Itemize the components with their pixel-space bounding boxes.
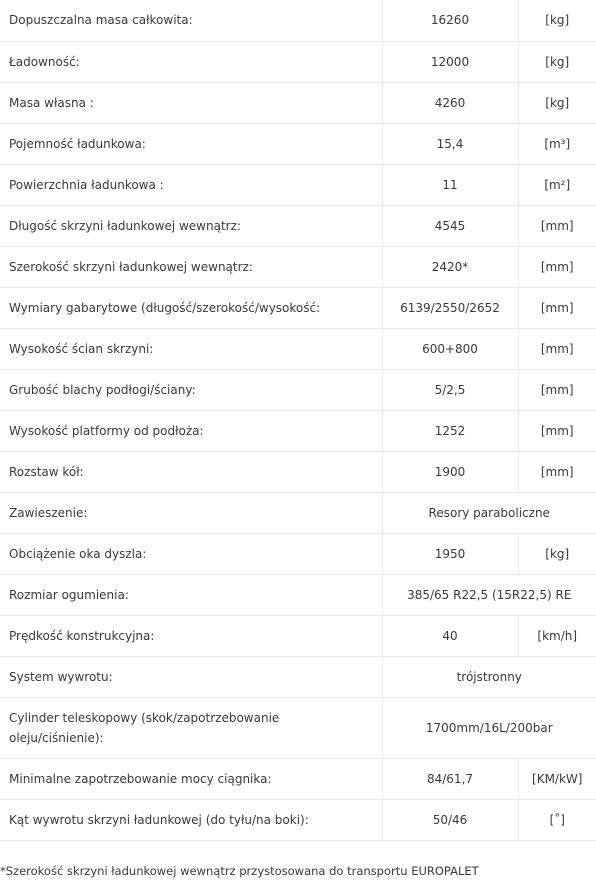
spec-row bbox=[0, 0, 596, 41]
spec-value: 1950 bbox=[382, 533, 518, 574]
spec-value: 11 bbox=[382, 164, 518, 205]
spec-unit: [mm] bbox=[518, 451, 596, 492]
spec-row bbox=[0, 574, 596, 615]
spec-row bbox=[0, 799, 596, 840]
spec-param-label: Minimalne zapotrzebowanie mocy ciągnika: bbox=[0, 758, 382, 799]
spec-unit: [m²] bbox=[518, 164, 596, 205]
spec-unit: [kg] bbox=[518, 82, 596, 123]
spec-value: 2420* bbox=[382, 246, 518, 287]
spec-row bbox=[0, 615, 596, 656]
spec-unit: [mm] bbox=[518, 410, 596, 451]
spec-value: 1900 bbox=[382, 451, 518, 492]
spec-value: 5/2,5 bbox=[382, 369, 518, 410]
spec-row bbox=[0, 246, 596, 287]
spec-param-label: Powierzchnia ładunkowa : bbox=[0, 164, 382, 205]
spec-param-label: Długość skrzyni ładunkowej wewnątrz: bbox=[0, 205, 382, 246]
spec-value: 40 bbox=[382, 615, 518, 656]
spec-param-label: Szerokość skrzyni ładunkowej wewnątrz: bbox=[0, 246, 382, 287]
spec-value: 1700mm/16L/200bar bbox=[382, 697, 596, 758]
spec-row bbox=[0, 205, 596, 246]
spec-param-label: Zawieszenie: bbox=[0, 492, 382, 533]
spec-value: 4260 bbox=[382, 82, 518, 123]
spec-unit: [m³] bbox=[518, 123, 596, 164]
spec-value: trójstronny bbox=[382, 656, 596, 697]
spec-row bbox=[0, 697, 596, 758]
spec-param-label: Rozstaw kół: bbox=[0, 451, 382, 492]
spec-value: 15,4 bbox=[382, 123, 518, 164]
spec-param-label: Prędkość konstrukcyjna: bbox=[0, 615, 382, 656]
spec-param-label: System wywrotu: bbox=[0, 656, 382, 697]
spec-row bbox=[0, 164, 596, 205]
spec-unit: [mm] bbox=[518, 287, 596, 328]
footnote: *Szerokość skrzyni ładunkowej wewnątrz przystosowana do transportu EUROPALET bbox=[0, 863, 479, 878]
spec-value: 600+800 bbox=[382, 328, 518, 369]
spec-unit: [˚] bbox=[518, 799, 596, 840]
spec-row bbox=[0, 492, 596, 533]
spec-row bbox=[0, 41, 596, 82]
spec-unit: [mm] bbox=[518, 369, 596, 410]
spec-row bbox=[0, 123, 596, 164]
spec-value: 6139/2550/2652 bbox=[382, 287, 518, 328]
spec-param-label: Obciążenie oka dyszla: bbox=[0, 533, 382, 574]
spec-value: 50/46 bbox=[382, 799, 518, 840]
spec-value: 4545 bbox=[382, 205, 518, 246]
spec-row bbox=[0, 410, 596, 451]
spec-value: 16260 bbox=[382, 0, 518, 41]
spec-param-label: Cylinder teleskopowy (skok/zapotrzebowanie oleju/ciśnienie): bbox=[0, 697, 382, 758]
spec-value: 1252 bbox=[382, 410, 518, 451]
spec-row bbox=[0, 656, 596, 697]
spec-unit: [kg] bbox=[518, 41, 596, 82]
spec-param-label: Dopuszczalna masa całkowita: bbox=[0, 0, 382, 41]
spec-param-label: Wymiary gabarytowe (długość/szerokość/wysokość: bbox=[0, 287, 382, 328]
spec-row bbox=[0, 451, 596, 492]
spec-row bbox=[0, 758, 596, 799]
spec-row bbox=[0, 287, 596, 328]
spec-param-label: Kąt wywrotu skrzyni ładunkowej (do tyłu/na boki): bbox=[0, 799, 382, 840]
spec-unit: [km/h] bbox=[518, 615, 596, 656]
spec-value: 84/61,7 bbox=[382, 758, 518, 799]
spec-unit: [mm] bbox=[518, 205, 596, 246]
spec-param-label: Wysokość platformy od podłoża: bbox=[0, 410, 382, 451]
spec-value: 12000 bbox=[382, 41, 518, 82]
spec-value: Resory paraboliczne bbox=[382, 492, 596, 533]
spec-param-label: Rozmiar ogumienia: bbox=[0, 574, 382, 615]
spec-value: 385/65 R22,5 (15R22,5) RE bbox=[382, 574, 596, 615]
spec-row bbox=[0, 328, 596, 369]
spec-unit: [kg] bbox=[518, 0, 596, 41]
spec-unit: [mm] bbox=[518, 328, 596, 369]
spec-row bbox=[0, 82, 596, 123]
spec-param-label: Masa własna : bbox=[0, 82, 382, 123]
spec-row bbox=[0, 369, 596, 410]
spec-unit: [KM/kW] bbox=[518, 758, 596, 799]
spec-param-label: Wysokość ścian skrzyni: bbox=[0, 328, 382, 369]
spec-param-label: Pojemność ładunkowa: bbox=[0, 123, 382, 164]
spec-param-label: Ładowność: bbox=[0, 41, 382, 82]
spec-row bbox=[0, 533, 596, 574]
spec-unit: [mm] bbox=[518, 246, 596, 287]
spec-param-label: Grubość blachy podłogi/ściany: bbox=[0, 369, 382, 410]
spec-unit: [kg] bbox=[518, 533, 596, 574]
